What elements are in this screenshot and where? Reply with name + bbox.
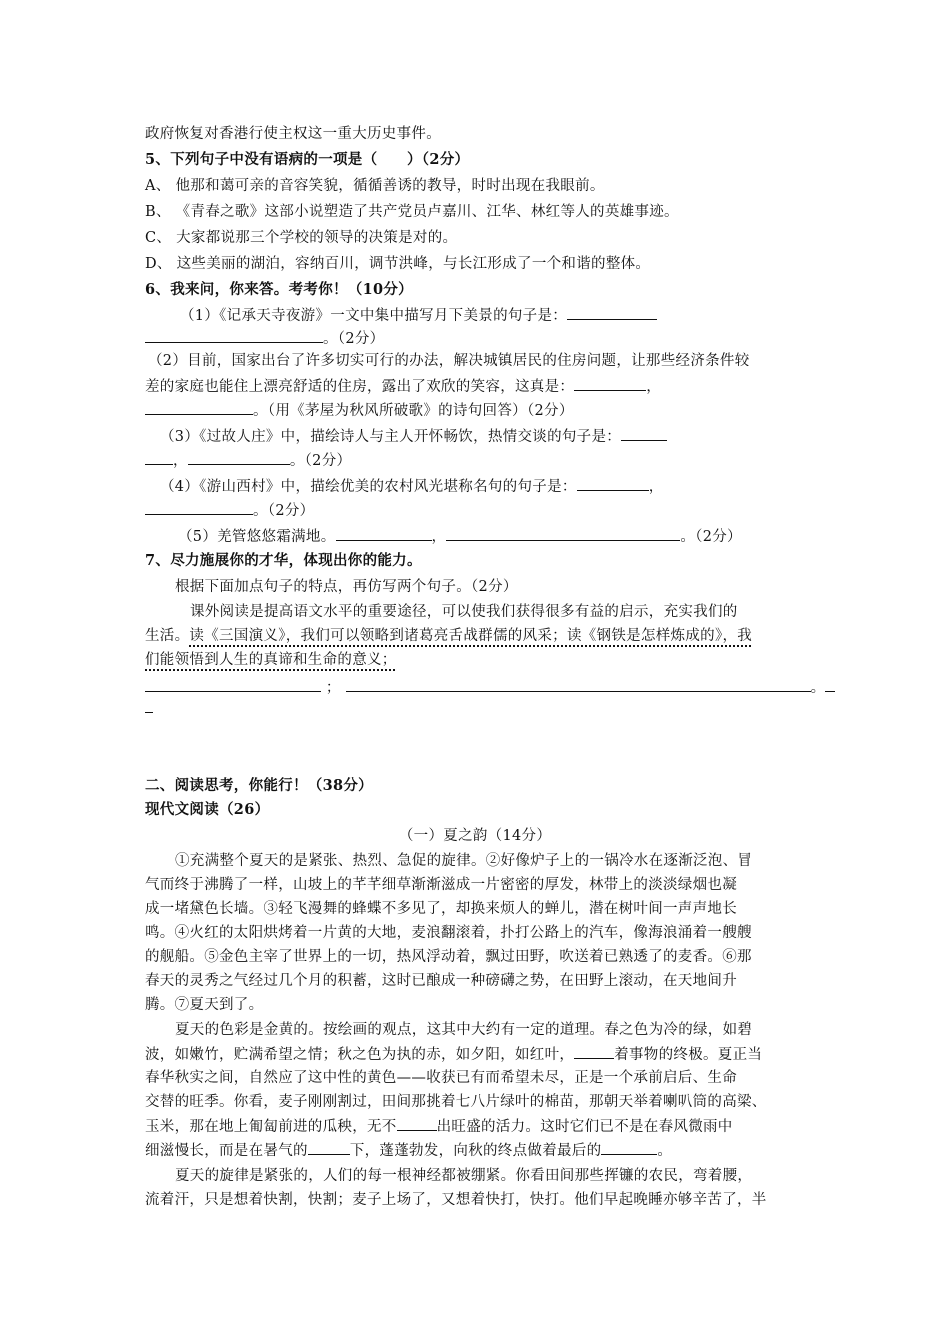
question-text: （1）《记承天寺夜游》一文中集中描写月下美景的句子是： — [180, 308, 568, 324]
dotted-sentence: 读《三国演义》，我们可以领略到诸葛亮舌战群儒的风采；读《钢铁是怎样炼成的》，我 — [189, 628, 753, 644]
paragraph-text: 。 — [657, 1143, 673, 1159]
answer-blank[interactable] — [574, 1044, 614, 1059]
answer-blank[interactable] — [601, 1140, 657, 1155]
answer-blank[interactable] — [188, 450, 290, 465]
paragraph-line: 交替的旺季。你看，麦子刚刚割过，田间那挑着七八片绿叶的棉苗，那朝天举着喇叭筒的高梁、 — [145, 1094, 767, 1110]
paragraph-line: ①充满整个夏天的是紧张、热烈、急促的旋律。②好像炉子上的一锅冷水在逐渐泛泡、冒 — [175, 853, 753, 869]
question-7-instruction: 根据下面加点句子的特点，再仿写两个句子。（2分） — [175, 579, 518, 595]
question-text: （4）《游山西村》中，描绘优美的农村风光堪称名句的句子是： — [160, 479, 577, 495]
question-6-5: （5）羌管悠悠霜满地。 ， 。（2分） — [178, 526, 742, 547]
option-a: A、 他那和蔼可亲的音容笑貌，循循善诱的教导，时时出现在我眼前。 — [145, 178, 605, 194]
answer-blank[interactable] — [825, 677, 835, 692]
question-6-4: （4）《游山西村》中，描绘优美的农村风光堪称名句的句子是： ， — [160, 476, 664, 497]
paragraph-line: 春华秋实之间，自然应了这中性的黄色——收获已有而希望未尽，正是一个承前启后、生命 — [145, 1070, 737, 1086]
question-5-heading: 5、下列句子中没有语病的一项是（ ）（2分） — [145, 151, 470, 168]
question-7-heading: 7、尽力施展你的才华，体现出你的能力。 — [145, 552, 422, 569]
score-text: 。（2分） — [323, 331, 385, 347]
paragraph-line: 气而终于沸腾了一样，山坡上的芊芊细草渐渐滋成一片密密的厚发，林带上的淡淡绿烟也凝 — [145, 877, 737, 893]
answer-blank[interactable] — [145, 400, 253, 415]
question-6-2: （2）目前，国家出台了许多切实可行的办法，解决城镇居民的住房问题，让那些经济条件较 — [148, 353, 750, 369]
paragraph-text: 下，蓬蓬勃发，向秋的终点做着最后的 — [349, 1143, 602, 1159]
paragraph-line: 夏天的色彩是金黄的。按绘画的观点，这其中大约有一定的道理。春之色为冷的绿，如碧 — [175, 1022, 753, 1038]
question-6-3-cont: ， 。（2分） — [145, 450, 351, 471]
paragraph-text: 波，如嫩竹，贮满希望之情；秋之色为执的赤，如夕阳，如红叶， — [145, 1047, 575, 1063]
answer-blank[interactable] — [577, 476, 649, 491]
question-6-3 — [160, 426, 667, 447]
answer-blank[interactable] — [346, 677, 811, 692]
answer-blank[interactable] — [621, 426, 667, 441]
paragraph-text: 玉米，那在地上匍匐前进的瓜秧，无不 — [145, 1119, 397, 1135]
answer-blank[interactable] — [145, 450, 173, 465]
question-text: 。（用《茅屋为秋风所破歌》的诗句回答）（2分） — [253, 403, 574, 419]
question-text: （3）《过故人庄》中，描绘诗人与主人开怀畅饮，热情交谈的句子是： — [160, 429, 622, 445]
section-2-subheading: 现代文阅读（26） — [145, 801, 270, 818]
answer-blank[interactable] — [397, 1116, 437, 1131]
paragraph-line: 流着汗，只是想着快割，快割；麦子上场了，又想着快打，快打。他们早起晚睡亦够辛苦了，半 — [145, 1192, 767, 1208]
answer-blank[interactable] — [145, 500, 253, 515]
answer-blank[interactable] — [446, 526, 680, 541]
answer-blank[interactable] — [145, 328, 323, 343]
question-6-heading: 6、我来问，你来答。考考你！（10分） — [145, 281, 413, 298]
paragraph-line: 的舰船。⑤金色主宰了世界上的一切，热风浮动着，飘过田野，吹送着已熟透了的麦香。⑥那 — [145, 949, 752, 965]
option-c: C、 大家都说那三个学校的领导的决策是对的。 — [145, 230, 458, 246]
paragraph-line: 腾。⑦夏天到了。 — [145, 997, 264, 1013]
answer-blank[interactable] — [145, 677, 321, 692]
score-text: 。（2分） — [680, 529, 742, 545]
answer-blank[interactable] — [567, 305, 657, 320]
paragraph-line: 春天的灵秀之气经过几个月的积蓄，这时已酿成一种磅礴之势，在田野上滚动，在天地间升 — [145, 973, 737, 989]
answer-blank[interactable] — [336, 526, 432, 541]
question-6-2-cont: 差的家庭也能住上漂亮舒适的住房，露出了欢欣的笑容，这真是： ， — [145, 376, 661, 397]
score-text: 。（2分） — [253, 503, 315, 519]
text-line: 政府恢复对香港行使主权这一重大历史事件。 — [145, 126, 441, 142]
question-7-answer-cont — [145, 698, 153, 719]
dotted-sentence: 们能领悟到人生的真谛和生命的意义； — [145, 652, 397, 668]
passage-text: 生活。 — [145, 628, 190, 644]
paragraph-text: 着事物的终极。夏正当 — [614, 1047, 763, 1063]
answer-blank[interactable] — [145, 698, 153, 713]
paragraph-line — [145, 1044, 762, 1065]
section-2-heading: 二、阅读思考，你能行！（38分） — [145, 777, 373, 794]
question-text: （5）羌管悠悠霜满地。 — [178, 529, 336, 545]
answer-blank[interactable] — [308, 1140, 350, 1155]
paragraph-line — [145, 1116, 733, 1137]
question-6-4-cont — [145, 500, 314, 521]
paragraph-line: 夏天的旋律是紧张的，人们的每一根神经都被绷紧。你看田间那些挥镰的农民，弯着腰， — [175, 1168, 753, 1184]
score-text: 。（2分） — [289, 453, 352, 469]
question-6-2-end — [145, 400, 574, 421]
question-7-answer: ； 。 — [145, 677, 835, 698]
question-6-1-cont — [145, 328, 384, 349]
question-6-1 — [180, 305, 657, 326]
question-text: 差的家庭也能住上漂亮舒适的住房，露出了欢欣的笑容，这真是： — [145, 379, 575, 395]
question-7-passage — [145, 650, 397, 670]
paragraph-line: 鸣。④火红的太阳烘烤着一片黄的大地，麦浪翻滚着，扑打公路上的汽车，像海浪涌着一艘艘 — [145, 925, 752, 941]
option-b: B、 《青春之歌》这部小说塑造了共产党员卢嘉川、江华、林红等人的英雄事迹。 — [145, 204, 679, 220]
option-d: D、 这些美丽的湖泊，容纳百川，调节洪峰，与长江形成了一个和谐的整体。 — [145, 256, 651, 272]
question-7-passage — [145, 626, 752, 646]
article-title: （一）夏之韵（14分） — [398, 828, 552, 844]
paragraph-text: 细滋慢长，而是在暑气的 — [145, 1143, 308, 1159]
paragraph-text: 出旺盛的活力。这时它们已不是在春风微雨中 — [436, 1119, 733, 1135]
answer-blank[interactable] — [574, 376, 646, 391]
paragraph-line — [145, 1140, 672, 1161]
question-7-passage: 课外阅读是提高语文水平的重要途径，可以使我们获得很多有益的启示，充实我们的 — [190, 604, 738, 620]
paragraph-line: 成一堵黛色长墙。③轻飞漫舞的蜂蝶不多见了，却换来烦人的蝉儿，潜在树叶间一声声地长 — [145, 901, 737, 917]
